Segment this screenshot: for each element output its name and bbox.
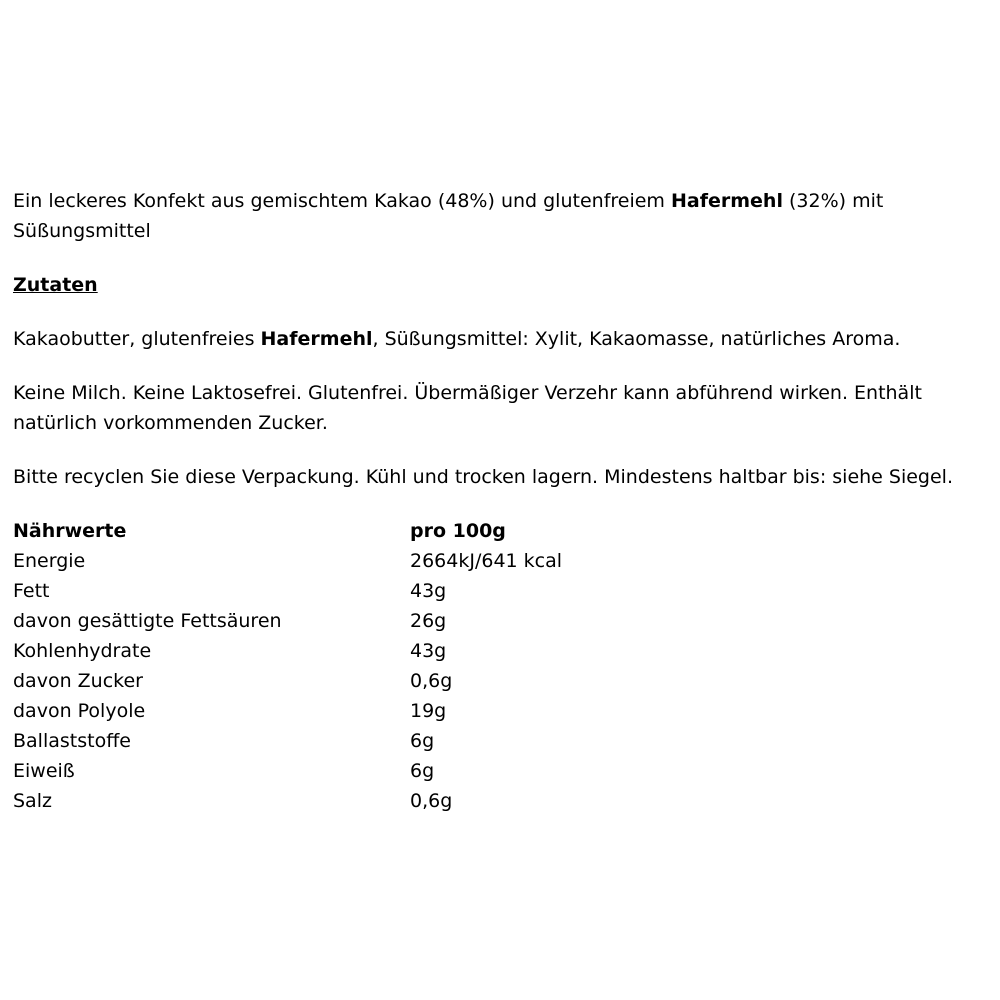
intro-text-start: Ein leckeres Konfekt aus gemischtem Kakao (48%) und glutenfreiem [13, 190, 671, 212]
nutrition-row [13, 756, 562, 786]
nutrition-label: davon Polyole [13, 700, 146, 722]
nutrition-value: 26g [410, 610, 447, 632]
nutrition-value: 0,6g [410, 790, 453, 812]
nutrition-label: Kohlenhydrate [13, 640, 152, 662]
nutrition-label: Salz [13, 790, 52, 812]
nutrition-row [13, 696, 562, 726]
intro-text-end: (32%) mit Süßungsmittel [13, 190, 884, 242]
intro-highlight: Hafermehl [670, 190, 783, 212]
nutrition-label: davon gesättigte Fettsäuren [13, 610, 282, 632]
nutrition-header-value: pro 100g [410, 520, 506, 542]
nutrition-value: 2664kJ/641 kcal [410, 550, 563, 572]
nutrition-row [13, 666, 562, 696]
nutrition-value: 6g [410, 760, 435, 782]
ingredients-paragraph [13, 324, 988, 354]
nutrition-row [13, 786, 562, 816]
nutrition-value: 19g [410, 700, 447, 722]
nutrition-value: 6g [410, 730, 435, 752]
nutrition-header-row [13, 516, 562, 546]
nutrition-table [13, 516, 562, 816]
intro-paragraph [13, 186, 988, 246]
product-description [13, 186, 988, 816]
nutrition-value: 43g [410, 580, 447, 602]
nutrition-row [13, 546, 562, 576]
nutrition-row [13, 576, 562, 606]
nutrition-value: 0,6g [410, 670, 453, 692]
ingredients-heading: Zutaten [13, 274, 98, 296]
nutrition-label: Eiweiß [13, 760, 75, 782]
nutrition-label: Energie [13, 550, 86, 572]
ingredients-text-start: Kakaobutter, glutenfreies [13, 328, 261, 350]
notes-paragraph: Keine Milch. Keine Laktosefrei. Glutenfrei. Übermäßiger Verzehr kann abführend wirken. Enthält natürlich vorkommenden Zucker. [13, 382, 922, 434]
nutrition-row [13, 606, 562, 636]
nutrition-row [13, 636, 562, 666]
nutrition-label: davon Zucker [13, 670, 143, 692]
nutrition-value: 43g [410, 640, 447, 662]
nutrition-label: Fett [13, 580, 50, 602]
nutrition-label: Ballaststoffe [13, 730, 131, 752]
recycle-paragraph: Bitte recyclen Sie diese Verpackung. Kühl und trocken lagern. Mindestens haltbar bis: siehe Siegel. [13, 466, 953, 488]
nutrition-row [13, 726, 562, 756]
ingredients-highlight: Hafermehl [260, 328, 373, 350]
ingredients-text-end: , Süßungsmittel: Xylit, Kakaomasse, natürliches Aroma. [372, 328, 901, 350]
nutrition-header-label: Nährwerte [13, 520, 127, 542]
